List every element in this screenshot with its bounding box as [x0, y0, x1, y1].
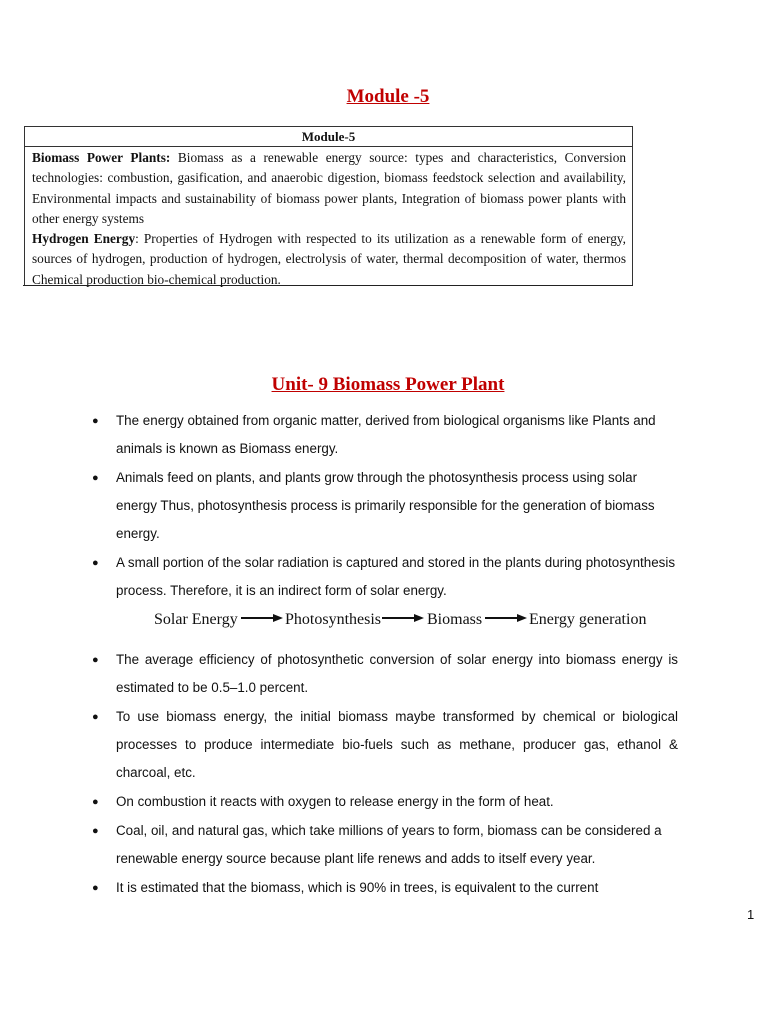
bullet-icon: ● [92, 654, 99, 666]
list-item [92, 646, 678, 702]
bullet-icon: ● [92, 796, 99, 808]
biomass-text: Biomass as a renewable energy source: types and characteristics, Conversion technologies: combustion, gasification, and anaerobic digestion, biomass feedstock selection and availability, Environmental impacts and sustainability of biomass power plants, Integration of biomass power plants with other energy systems [32, 150, 626, 226]
bullet-text: Coal, oil, and natural gas, which take millions of years to form, biomass can be considered a renewable energy source because plant life renews and adds to itself every year. [116, 823, 662, 866]
page-number: 1 [747, 907, 755, 922]
flow-step-energy-generation: Energy generation [529, 611, 647, 628]
bullet-text: To use biomass energy, the initial biomass maybe transformed by chemical or biological processes to produce intermediate bio-fuels such as methane, producer gas, ethanol & charcoal, etc. [116, 709, 678, 780]
list-item [92, 407, 678, 463]
list-item [92, 874, 678, 902]
list-item [92, 703, 678, 787]
bullet-icon: ● [92, 711, 99, 723]
syllabus-table [24, 126, 633, 286]
bullet-icon: ● [92, 415, 99, 427]
arrow-right-icon [382, 613, 424, 623]
bullet-icon: ● [92, 472, 99, 484]
hydrogen-label: Hydrogen Energy [32, 231, 136, 247]
list-item [92, 817, 678, 873]
flow-step-photosynthesis: Photosynthesis [285, 611, 382, 628]
biomass-label: Biomass Power Plants: [32, 150, 171, 165]
list-item [92, 464, 678, 548]
bullet-icon: ● [92, 557, 99, 569]
bullet-text: The average efficiency of photosynthetic conversion of solar energy into biomass energy is estimated to be 0.5–1.0 percent. [116, 652, 678, 695]
bullet-icon: ● [92, 882, 99, 894]
flow-diagram [92, 604, 678, 640]
module-heading: Module -5 [346, 86, 430, 107]
syllabus-body [25, 147, 632, 290]
bullet-list [92, 407, 678, 903]
bullet-text: The energy obtained from organic matter, derived from biological organisms like Plants and animals is known as Biomass energy. [116, 413, 656, 456]
unit-heading: Unit- 9 Biomass Power Plant [271, 374, 505, 395]
arrow-right-icon [241, 613, 283, 623]
arrow-right-icon [485, 613, 527, 623]
syllabus-header: Module-5 [25, 127, 632, 147]
bullet-text: On combustion it reacts with oxygen to release energy in the form of heat. [116, 794, 554, 809]
bullet-icon: ● [92, 825, 99, 837]
hydrogen-text: : Properties of Hydrogen with respected to its utilization as a renewable form of energy, sources of hydrogen, production of hydrogen, electrolysis of water, thermal decomposition of water, thermos Chemical production bio-chemical production. [32, 231, 626, 287]
flow-step-solar-energy: Solar Energy [154, 611, 238, 628]
list-item [92, 788, 678, 816]
bullet-text: A small portion of the solar radiation is captured and stored in the plants during photosynthesis process. Therefore, it is an indirect form of solar energy. [116, 555, 676, 598]
list-item [92, 549, 678, 605]
bullet-text: Animals feed on plants, and plants grow through the photosynthesis process using solar energy Thus, photosynthesis process is primarily responsible for the generation of biomass energy. [116, 470, 655, 541]
bullet-text: It is estimated that the biomass, which is 90% in trees, is equivalent to the current [116, 880, 599, 895]
flow-step-biomass: Biomass [427, 611, 483, 628]
